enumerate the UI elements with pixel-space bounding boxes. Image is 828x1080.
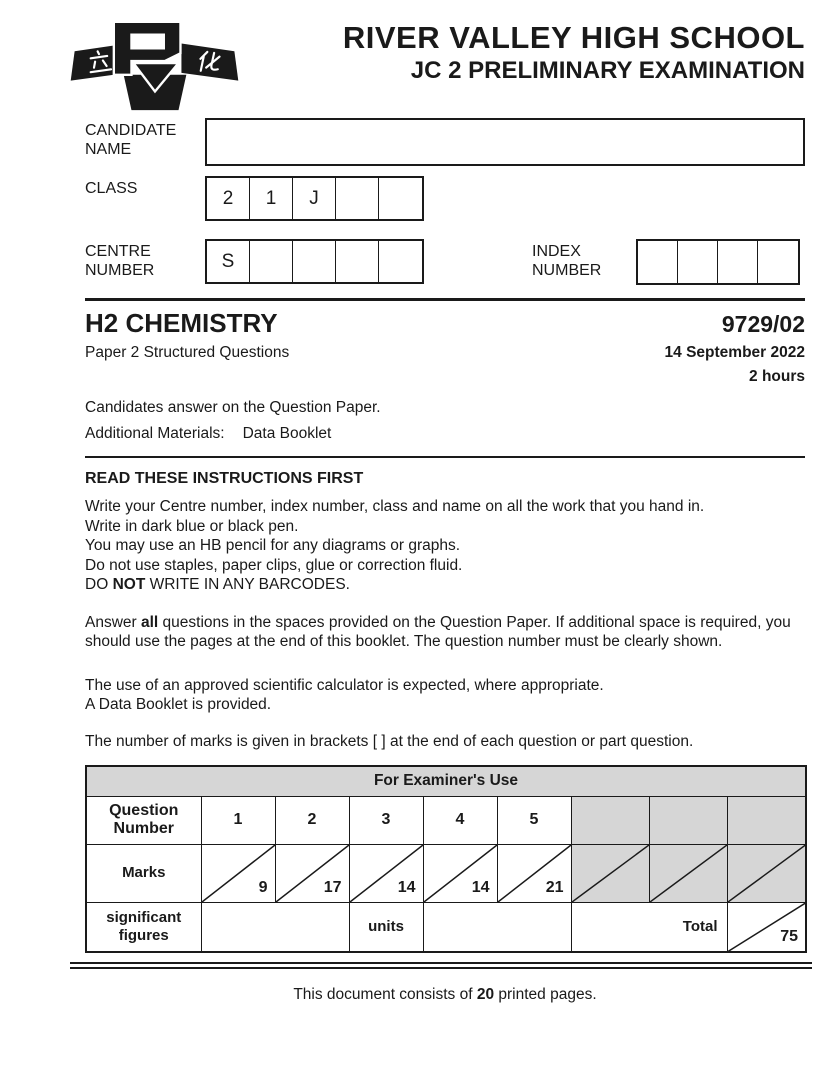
- examiners-use-table: [85, 765, 807, 953]
- index-number-grid: [636, 239, 800, 285]
- answer-pre: Answer: [85, 613, 141, 631]
- marks-cell: [275, 844, 349, 902]
- exam-duration: 2 hours: [749, 367, 805, 385]
- class-row: [85, 176, 805, 221]
- class-grid: [205, 176, 424, 221]
- horizontal-divider: [85, 456, 805, 459]
- marks-cell: [497, 844, 571, 902]
- class-cell[interactable]: J: [293, 178, 336, 219]
- question-label-line2: Number: [113, 820, 174, 837]
- marks-cell: [349, 844, 423, 902]
- footer-pre: This document consists of: [293, 986, 477, 1003]
- total-label: Total: [571, 902, 727, 952]
- max-marks-value: 14: [471, 878, 490, 896]
- index-label-line2: NUMBER: [532, 262, 602, 279]
- footer-post: printed pages.: [494, 986, 597, 1003]
- total-marks-cell: [727, 902, 806, 952]
- units-label: units: [349, 902, 423, 952]
- units-deduction-cell: [423, 902, 571, 952]
- exam-date: 14 September 2022: [664, 343, 805, 361]
- centre-index-row: [85, 239, 805, 285]
- candidate-name-row: [85, 118, 805, 166]
- instructions-lines: [85, 497, 805, 595]
- paragraph-answer-all: [85, 613, 805, 652]
- barcodes-post: WRITE IN ANY BARCODES.: [145, 576, 350, 593]
- answer-note: Candidates answer on the Question Paper.: [85, 398, 381, 416]
- max-marks-value: 9: [258, 878, 268, 896]
- sig-label-line1: significant: [106, 908, 182, 926]
- significant-figures-label: [86, 902, 201, 952]
- subject-row: [85, 308, 805, 339]
- title-block: [343, 20, 805, 85]
- question-number-label: [86, 796, 201, 844]
- class-cell[interactable]: [379, 178, 422, 219]
- instruction-line: Write in dark blue or black pen.: [85, 517, 299, 535]
- materials-value: Data Booklet: [242, 424, 332, 442]
- index-cell[interactable]: [678, 241, 718, 283]
- class-cell[interactable]: 1: [250, 178, 293, 219]
- class-cell[interactable]: 2: [207, 178, 250, 219]
- question-number-cell: 5: [497, 796, 571, 844]
- page-count-note: [85, 986, 805, 1004]
- paper-code: 9729/02: [721, 310, 805, 337]
- question-label-line1: Question: [109, 802, 179, 819]
- centre-number-grid: [205, 239, 424, 284]
- candidate-name-label: [85, 118, 205, 159]
- calculator-line: The use of an approved scientific calculator is expected, where appropriate.: [85, 676, 604, 694]
- unused-question-cell: [727, 796, 806, 844]
- instruction-line: You may use an HB pencil for any diagrams or graphs.: [85, 537, 461, 554]
- additional-materials: [85, 425, 805, 443]
- index-cell[interactable]: [758, 241, 798, 283]
- horizontal-divider: [85, 298, 805, 301]
- double-horizontal-divider: [70, 962, 812, 969]
- footer-page-count: 20: [476, 986, 495, 1003]
- question-number-cell: 4: [423, 796, 497, 844]
- candidate-name-input[interactable]: [205, 118, 805, 166]
- centre-cell[interactable]: [336, 241, 379, 282]
- page-content: [85, 0, 805, 1004]
- centre-number-label: [85, 239, 205, 280]
- index-number-label: [532, 239, 636, 280]
- unused-marks-cell: [649, 844, 727, 902]
- class-label: CLASS: [85, 180, 138, 197]
- unused-marks-cell: [727, 844, 806, 902]
- max-marks-value: 14: [397, 878, 416, 896]
- instruction-line-barcodes: [85, 575, 805, 595]
- index-cell[interactable]: [638, 241, 678, 283]
- answer-bold: all: [141, 613, 159, 631]
- page-header: [85, 14, 805, 114]
- sig-figures-deduction-cell: [201, 902, 349, 952]
- data-booklet-line: A Data Booklet is provided.: [85, 696, 272, 713]
- index-cell[interactable]: [718, 241, 758, 283]
- index-label-line1: INDEX: [532, 243, 581, 260]
- paper-title: Paper 2 Structured Questions: [85, 343, 290, 361]
- unused-question-cell: [649, 796, 727, 844]
- subject-title: H2 CHEMISTRY: [85, 307, 278, 338]
- marks-cell: [423, 844, 497, 902]
- centre-cell[interactable]: S: [207, 241, 250, 282]
- question-number-cell: 3: [349, 796, 423, 844]
- school-crest-logo: [67, 16, 242, 114]
- marks-label: Marks: [86, 844, 201, 902]
- max-marks-value: 17: [323, 878, 342, 896]
- school-name: RIVER VALLEY HIGH SCHOOL: [342, 20, 805, 55]
- exam-name: JC 2 PRELIMINARY EXAMINATION: [410, 57, 805, 84]
- paper-title-row: [85, 344, 805, 362]
- question-number-cell: 2: [275, 796, 349, 844]
- unused-marks-cell: [571, 844, 649, 902]
- candidate-name-label-line1: CANDIDATE: [85, 122, 177, 139]
- max-marks-value: 21: [545, 878, 564, 896]
- total-marks-value: 75: [780, 928, 798, 945]
- materials-label: Additional Materials:: [85, 424, 225, 442]
- candidate-name-label-line2: NAME: [85, 141, 132, 158]
- instructions-heading: READ THESE INSTRUCTIONS FIRST: [85, 470, 364, 487]
- marks-cell: [201, 844, 275, 902]
- centre-cell[interactable]: [250, 241, 293, 282]
- centre-cell[interactable]: [293, 241, 336, 282]
- examiners-use-title: For Examiner's Use: [86, 766, 806, 796]
- instruction-line: Write your Centre number, index number, class and name on all the work that you hand in.: [85, 498, 705, 515]
- centre-label-line1: CENTRE: [85, 243, 151, 260]
- centre-label-line2: NUMBER: [85, 262, 155, 279]
- instruction-line: Do not use staples, paper clips, glue or correction fluid.: [85, 556, 463, 574]
- barcodes-pre: DO: [85, 576, 113, 593]
- unused-question-cell: [571, 796, 649, 844]
- paragraph-calculator: [85, 676, 805, 715]
- sig-label-line2: figures: [118, 926, 169, 944]
- paragraph-marks-brackets: The number of marks is given in brackets [ ] at the end of each question or part question.: [85, 732, 694, 750]
- answer-post: questions in the spaces provided on the Question Paper. If additional space is required, you should use the pages at the end of this booklet. The question number must be clearly shown.: [85, 613, 791, 650]
- centre-cell[interactable]: [379, 241, 422, 282]
- question-number-cell: 1: [201, 796, 275, 844]
- barcodes-bold: NOT: [112, 576, 146, 593]
- class-cell[interactable]: [336, 178, 379, 219]
